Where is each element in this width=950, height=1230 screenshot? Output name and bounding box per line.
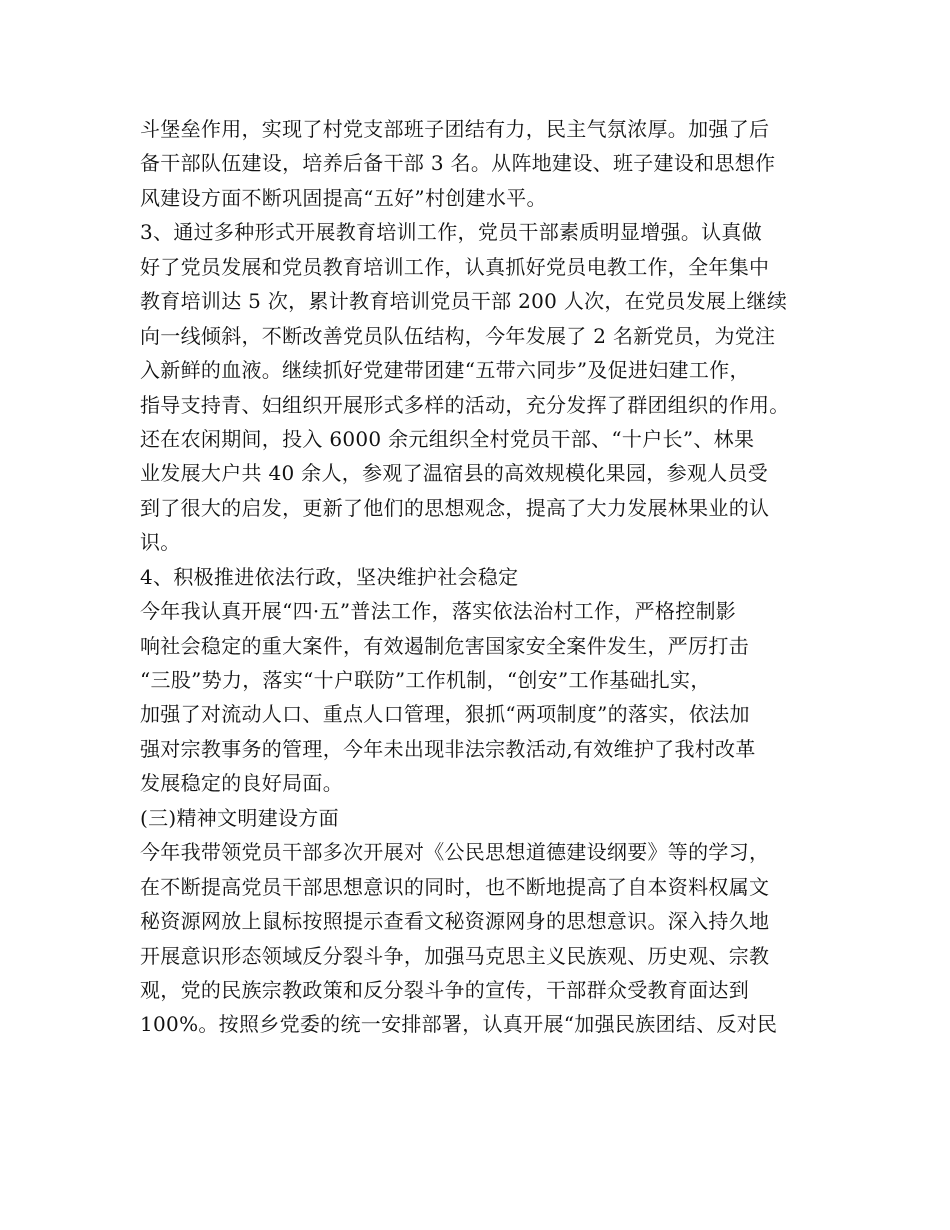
text-line: 斗堡垒作用，实现了村党支部班子团结有力，民主气氛浓厚。加强了后 <box>140 117 770 141</box>
text-line: 在不断提高党员干部思想意识的同时，也不断地提高了自本资料权属文 <box>140 874 770 899</box>
text-line: 开展意识形态领域反分裂斗争，加强马克思主义民族观、历史观、宗教 <box>140 943 770 968</box>
text-line: 3、通过多种形式开展教育培训工作，党员干部素质明显增强。认真做 <box>140 220 763 245</box>
text-line: 业发展大户共 40 余人，参观了温宿县的高效规模化果园，参观人员受 <box>140 461 769 486</box>
text-line: 发展稳定的良好局面。 <box>140 771 343 796</box>
text-line: 好了党员发展和党员教育培训工作，认真抓好党员电教工作，全年集中 <box>140 254 770 279</box>
text-line: 备干部队伍建设，培养后备干部 3 名。从阵地建设、班子建设和思想作 <box>140 151 776 176</box>
document-body <box>140 112 840 1042</box>
text-line: 教育培训达 5 次，累计教育培训党员干部 200 人次，在党员发展上继续 <box>140 289 788 314</box>
section-heading: (三)精神文明建设方面 <box>140 805 339 830</box>
text-line: 入新鲜的血液。继续抓好党建带团建“五带六同步”及促进妇建工作， <box>140 358 750 383</box>
text-line: 到了很大的启发，更新了他们的思想观念，提高了大力发展林果业的认 <box>140 495 770 520</box>
text-line: 响社会稳定的重大案件，有效遏制危害国家安全案件发生，严厉打击 <box>140 633 749 658</box>
text-line: 还在农闲期间，投入 6000 余元组织全村党员干部、“十户长”、林果 <box>140 426 755 451</box>
text-line: 秘资源网放上鼠标按照提示查看文秘资源网身的思想意识。深入持久地 <box>140 909 770 934</box>
text-line: 指导支持青、妇组织开展形式多样的活动，充分发挥了群团组织的作用。 <box>140 392 790 417</box>
text-line: 加强了对流动人口、重点人口管理，狠抓“两项制度”的落实，依法加 <box>140 702 750 727</box>
text-line: 100%。按照乡党委的统一安排部署，认真开展“加强民族团结、反对民 <box>140 1012 778 1037</box>
text-line: 观，党的民族宗教政策和反分裂斗争的宣传，干部群众受教育面达到 <box>140 977 749 1002</box>
section-heading: 4、积极推进依法行政，坚决维护社会稳定 <box>140 564 519 589</box>
text-line: 强对宗教事务的管理，今年未出现非法宗教活动,有效维护了我村改革 <box>140 736 756 761</box>
text-line: 识。 <box>140 530 181 555</box>
text-line: 今年我带领党员干部多次开展对《公民思想道德建设纲要》等的学习， <box>140 840 770 865</box>
text-line: 风建设方面不断巩固提高“五好”村创建水平。 <box>140 185 547 210</box>
text-line: 向一线倾斜，不断改善党员队伍结构，今年发展了 2 名新党员，为党注 <box>140 323 776 348</box>
text-line: “三股”势力，落实“十户联防”工作机制，“创安”工作基础扎实， <box>140 668 711 692</box>
text-line: 今年我认真开展“四·五”普法工作，落实依法治村工作，严格控制影 <box>140 599 737 624</box>
